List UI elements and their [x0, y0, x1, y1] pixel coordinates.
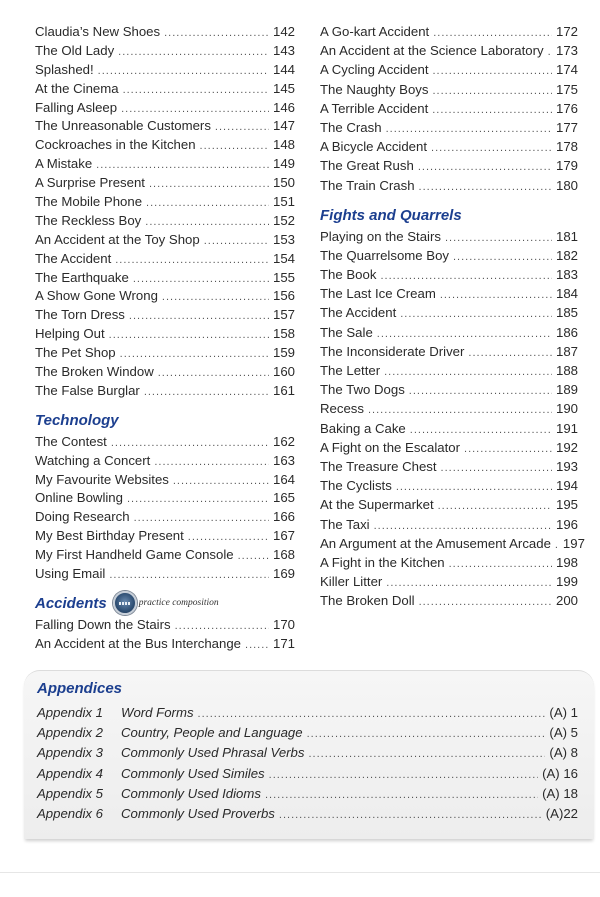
toc-entry: [35, 305, 295, 324]
toc-entry-page: 200: [555, 593, 578, 609]
toc-entry: [35, 343, 295, 362]
left-entries-general: [35, 22, 295, 400]
toc-entry-title: My Favourite Websites: [35, 471, 169, 487]
toc-entry-page: 172: [555, 24, 578, 39]
toc-entry: [35, 192, 295, 211]
toc-entry-title: Killer Litter: [320, 574, 383, 590]
toc-entry: [320, 438, 578, 457]
toc-entry-title: An Accident at the Toy Shop: [35, 231, 200, 247]
dot-leader: [433, 62, 552, 81]
appendix-list: [37, 703, 578, 824]
toc-entry-page: 191: [555, 420, 578, 436]
toc-entry: [35, 634, 295, 653]
toc-entry: [35, 116, 295, 135]
section-heading-fights: Fights and Quarrels: [320, 206, 462, 224]
toc-entry-title: Falling Asleep: [35, 99, 118, 115]
dot-leader: [453, 248, 552, 267]
toc-entry-title: My Best Birthday Present: [35, 528, 184, 544]
toc-entry: [320, 476, 578, 495]
dot-leader: [269, 765, 538, 785]
toc-entry-page: 159: [272, 345, 295, 361]
toc-entry-title: The Torn Dress: [35, 307, 125, 323]
toc-entry: [35, 324, 295, 343]
appendices-panel: [24, 670, 594, 839]
toc-entry-page: 199: [555, 574, 578, 590]
toc-entry: [35, 98, 295, 117]
appendix-number: Appendix 3: [37, 745, 103, 761]
section-heading-technology: Technology: [35, 411, 119, 429]
right-entries-accidents: [320, 22, 578, 195]
toc-entry-page: 154: [272, 250, 295, 266]
dot-leader: [468, 344, 552, 363]
toc-entry-page: 150: [272, 175, 295, 191]
toc-entry-page: 146: [272, 99, 295, 115]
left-entries-technology: [35, 432, 295, 583]
toc-entry: [320, 156, 578, 175]
toc-entry-page: 168: [272, 547, 295, 563]
toc-entry-page: 147: [272, 118, 295, 134]
toc-entry-title: The Quarrelsome Boy: [320, 247, 449, 263]
section-heading-accidents: [35, 591, 295, 615]
dot-leader: [115, 251, 269, 270]
toc-entry-page: 189: [555, 382, 578, 398]
toc-entry-title: Online Bowling: [35, 490, 123, 506]
toc-entry-title: The Broken Window: [35, 364, 154, 380]
dot-leader: [386, 120, 552, 139]
toc-entry-title: The Naughty Boys: [320, 81, 429, 97]
toc-entry-title: Claudia’s New Shoes: [35, 24, 161, 39]
toc-entry: [320, 419, 578, 438]
toc-entry: [35, 60, 295, 79]
toc-entry: [35, 286, 295, 305]
toc-entry-page: 167: [272, 528, 295, 544]
dot-leader: [109, 326, 269, 345]
section-heading-appendices: Appendices: [37, 680, 123, 697]
appendix-title: Commonly Used Idioms: [121, 785, 261, 801]
dot-leader: [419, 178, 552, 197]
toc-entry-page: 169: [272, 566, 295, 582]
dot-leader: [433, 82, 552, 101]
appendix-number: Appendix 1: [37, 705, 103, 720]
dot-leader: [384, 363, 552, 382]
dot-leader: [431, 139, 552, 158]
toc-entry-page: 182: [555, 247, 578, 263]
toc-entry: [35, 488, 295, 507]
dot-leader: [279, 805, 542, 825]
appendix-title: Commonly Used Similes: [121, 765, 265, 781]
toc-entry-page: 156: [272, 288, 295, 304]
dot-leader: [245, 636, 269, 655]
dot-leader: [127, 490, 269, 509]
dot-leader: [215, 118, 269, 137]
toc-entry-page: 157: [272, 307, 295, 323]
toc-entry-page: 171: [272, 635, 295, 651]
toc-entry-title: Helping Out: [35, 326, 105, 342]
toc-entry-page: 185: [555, 305, 578, 321]
dot-leader: [164, 24, 269, 43]
dot-leader: [146, 194, 269, 213]
toc-entry: [320, 137, 578, 156]
appendix-title: Word Forms: [121, 705, 194, 720]
toc-entry: [320, 399, 578, 418]
appendix-entry: [37, 743, 578, 763]
toc-entry-page: 163: [272, 452, 295, 468]
toc-entry: [35, 381, 295, 400]
toc-entry-title: The Crash: [320, 119, 382, 135]
toc-entry-title: The Train Crash: [320, 177, 415, 193]
dot-leader: [449, 555, 552, 574]
toc-entry-page: 158: [272, 326, 295, 342]
dot-leader: [123, 81, 269, 100]
right-column: [320, 22, 585, 610]
dot-leader: [154, 453, 269, 472]
toc-entry-page: 181: [555, 228, 578, 244]
toc-entry-title: The Contest: [35, 433, 107, 449]
dot-leader: [374, 517, 552, 536]
toc-entry-page: 180: [555, 177, 578, 193]
toc-entry-title: The Treasure Chest: [320, 458, 437, 474]
dot-leader: [445, 229, 552, 248]
toc-entry-title: The Sale: [320, 324, 373, 340]
toc-entry-title: A Cycling Accident: [320, 62, 429, 78]
toc-entry-page: 142: [272, 24, 295, 39]
dot-leader: [368, 401, 552, 420]
toc-entry: [35, 545, 295, 564]
appendix-entry: [37, 723, 578, 743]
toc-entry: [320, 515, 578, 534]
dot-leader: [438, 497, 552, 516]
toc-entry-title: At the Cinema: [35, 80, 119, 96]
dot-leader: [198, 704, 546, 724]
toc-entry-page: 196: [555, 516, 578, 532]
appendix-page: (A) 16: [542, 765, 578, 781]
appendix-number: Appendix 6: [37, 805, 103, 821]
toc-entry: [320, 457, 578, 476]
toc-entry: [320, 534, 585, 553]
appendix-title: Commonly Used Proverbs: [121, 805, 275, 821]
dot-leader: [200, 137, 269, 156]
toc-entry-page: 183: [555, 267, 578, 283]
page-bottom-rule: [0, 872, 600, 873]
toc-entry-page: 145: [272, 80, 295, 96]
toc-entry: [35, 507, 295, 526]
toc-entry-page: 188: [555, 363, 578, 378]
dot-leader: [396, 478, 552, 497]
toc-entry-title: A Terrible Accident: [320, 100, 429, 116]
toc-entry-title: At the Supermarket: [320, 497, 434, 513]
toc-entry: [35, 41, 295, 60]
dot-leader: [386, 574, 552, 593]
toc-entry-title: The Mobile Phone: [35, 194, 143, 210]
toc-entry-page: 170: [272, 616, 295, 632]
toc-entry-page: 164: [272, 471, 295, 487]
toc-entry-page: 160: [272, 364, 295, 380]
toc-entry-title: The Letter: [320, 363, 381, 378]
toc-entry-title: A Show Gone Wrong: [35, 288, 158, 304]
toc-entry-title: The Accident: [35, 250, 112, 266]
toc-entry-page: 144: [272, 61, 295, 77]
dot-leader: [400, 305, 552, 324]
toc-entry-title: The Last Ice Cream: [320, 286, 436, 302]
toc-entry: [320, 361, 578, 380]
dot-leader: [238, 547, 269, 566]
toc-entry-page: 177: [555, 119, 578, 135]
left-entries-accidents: [35, 615, 295, 653]
toc-entry-page: 197: [562, 535, 585, 551]
toc-entry: [320, 41, 578, 60]
toc-entry-title: The Book: [320, 267, 377, 283]
dot-leader: [418, 158, 552, 177]
appendix-page: (A) 18: [542, 785, 578, 801]
toc-entry-title: Cockroaches in the Kitchen: [35, 137, 196, 153]
toc-entry-page: 166: [272, 509, 295, 525]
toc-entry: [320, 380, 578, 399]
toc-entry: [35, 451, 295, 470]
accidents-heading-text: Accidents: [35, 594, 107, 612]
toc-entry-title: An Accident at the Science Laboratory: [320, 43, 544, 59]
toc-entry-page: 186: [555, 324, 578, 340]
practice-composition-badge-icon: [113, 591, 137, 615]
toc-entry-title: Using Email: [35, 566, 106, 582]
toc-entry: [320, 80, 578, 99]
toc-entry-title: A Mistake: [35, 156, 93, 172]
toc-entry: [320, 60, 578, 79]
toc-entry-title: A Go-kart Accident: [320, 24, 430, 39]
dot-leader: [308, 744, 545, 764]
toc-entry-title: Playing on the Stairs: [320, 228, 441, 244]
dot-leader: [129, 307, 269, 326]
toc-entry: [35, 249, 295, 268]
dot-leader: [441, 459, 552, 478]
left-column: [35, 22, 295, 653]
toc-entry: [320, 99, 578, 118]
dot-leader: [433, 24, 552, 43]
toc-entry-title: The Earthquake: [35, 269, 129, 285]
toc-entry: [320, 246, 578, 265]
dot-leader: [380, 267, 552, 286]
toc-entry: [35, 432, 295, 451]
practice-composition-label: practice composition: [138, 597, 219, 608]
dot-leader: [109, 566, 269, 585]
toc-entry-title: The Cyclists: [320, 478, 392, 494]
toc-entry-title: The Reckless Boy: [35, 212, 142, 228]
dot-leader: [548, 43, 552, 62]
toc-entry-title: Splashed!: [35, 61, 94, 77]
toc-entry-page: 149: [272, 156, 295, 172]
toc-entry: [35, 564, 295, 583]
toc-entry-title: The Taxi: [320, 516, 370, 532]
toc-entry: [35, 211, 295, 230]
toc-entry: [35, 470, 295, 489]
toc-entry-page: 151: [272, 194, 295, 210]
appendix-page: (A) 1: [549, 705, 578, 720]
toc-entry: [320, 553, 578, 572]
toc-entry: [320, 118, 578, 137]
dot-leader: [440, 286, 552, 305]
toc-entry-page: 176: [555, 100, 578, 116]
toc-entry: [35, 135, 295, 154]
toc-entry: [320, 284, 578, 303]
toc-entry-title: An Argument at the Amusement Arcade: [320, 535, 551, 551]
toc-entry: [35, 615, 295, 634]
dot-leader: [419, 593, 552, 612]
toc-entry-title: The Pet Shop: [35, 345, 116, 361]
appendix-page: (A)22: [545, 805, 578, 821]
dot-leader: [118, 43, 269, 62]
dot-leader: [432, 101, 552, 120]
toc-entry-title: Watching a Concert: [35, 452, 151, 468]
dot-leader: [144, 383, 269, 402]
toc-entry-page: 190: [555, 401, 578, 417]
toc-entry-page: 192: [555, 439, 578, 455]
dot-leader: [409, 382, 552, 401]
toc-entry-page: 173: [555, 43, 578, 59]
toc-entry-title: A Surprise Present: [35, 175, 145, 191]
appendix-number: Appendix 5: [37, 785, 103, 801]
dot-leader: [173, 472, 269, 491]
toc-entry: [35, 526, 295, 545]
toc-entry-title: Baking a Cake: [320, 420, 406, 436]
appendix-page: (A) 5: [549, 725, 578, 741]
toc-entry-title: Doing Research: [35, 509, 130, 525]
dot-leader: [149, 175, 269, 194]
toc-entry: [35, 22, 295, 41]
dot-leader: [377, 325, 552, 344]
appendix-number: Appendix 4: [37, 765, 103, 781]
toc-entry-title: A Fight in the Kitchen: [320, 554, 445, 570]
toc-entry-page: 179: [555, 158, 578, 174]
appendix-title: Country, People and Language: [121, 725, 303, 741]
appendix-title: Commonly Used Phrasal Verbs: [121, 745, 305, 761]
right-entries-fights: [320, 227, 585, 611]
toc-entry: [320, 303, 578, 322]
dot-leader: [464, 440, 552, 459]
toc-entry-title: The Accident: [320, 305, 397, 321]
toc-entry: [35, 154, 295, 173]
dot-leader: [204, 232, 269, 251]
toc-entry-page: 193: [555, 458, 578, 474]
toc-entry: [320, 572, 578, 591]
toc-entry: [320, 323, 578, 342]
toc-entry-page: 187: [555, 343, 578, 359]
toc-entry-page: 175: [555, 81, 578, 97]
dot-leader: [265, 785, 538, 805]
appendix-entry: [37, 784, 578, 804]
toc-entry-title: The Old Lady: [35, 42, 115, 58]
toc-entry-page: 194: [555, 478, 578, 494]
toc-entry: [35, 230, 295, 249]
toc-entry: [320, 591, 578, 610]
dot-leader: [307, 724, 546, 744]
toc-entry: [320, 342, 578, 361]
appendix-entry: [37, 703, 578, 723]
toc-entry-title: The Unreasonable Customers: [35, 118, 211, 134]
toc-entry: [320, 227, 578, 246]
toc-entry: [35, 79, 295, 98]
toc-entry: [320, 265, 578, 284]
toc-entry-title: The Inconsiderate Driver: [320, 343, 465, 359]
toc-entry-title: An Accident at the Bus Interchange: [35, 635, 242, 651]
toc-entry-page: 174: [555, 62, 578, 78]
toc-entry-page: 143: [272, 42, 295, 58]
toc-entry-page: 162: [272, 433, 295, 449]
dot-leader: [162, 288, 269, 307]
toc-entry-title: The Broken Doll: [320, 593, 415, 609]
toc-entry-page: 152: [272, 212, 295, 228]
toc-entry: [35, 173, 295, 192]
toc-entry-page: 198: [555, 554, 578, 570]
toc-entry-title: The False Burglar: [35, 382, 140, 398]
toc-entry-title: Falling Down the Stairs: [35, 616, 171, 632]
appendix-entry: [37, 764, 578, 784]
dot-leader: [158, 364, 269, 383]
toc-entry-page: 161: [272, 382, 295, 398]
appendix-entry: [37, 804, 578, 824]
toc-entry: [320, 495, 578, 514]
toc-entry-title: The Two Dogs: [320, 382, 405, 398]
toc-entry-title: The Great Rush: [320, 158, 414, 174]
toc-entry-page: 153: [272, 231, 295, 247]
dot-leader: [410, 421, 552, 440]
toc-entry-title: My First Handheld Game Console: [35, 547, 234, 563]
toc-entry-title: Recess: [320, 401, 364, 417]
toc-entry: [35, 268, 295, 287]
toc-entry-page: 178: [555, 139, 578, 155]
dot-leader: [555, 536, 559, 555]
toc-entry: [35, 362, 295, 381]
toc-entry: [320, 176, 578, 195]
toc-entry-page: 165: [272, 490, 295, 506]
toc-entry-page: 148: [272, 137, 295, 153]
toc-entry-page: 184: [555, 286, 578, 302]
toc-entry-page: 155: [272, 269, 295, 285]
toc-entry-title: A Bicycle Accident: [320, 139, 428, 155]
appendix-page: (A) 8: [549, 745, 578, 761]
toc-entry: [320, 22, 578, 41]
toc-entry-page: 195: [555, 497, 578, 513]
appendix-number: Appendix 2: [37, 725, 103, 741]
toc-entry-title: A Fight on the Escalator: [320, 439, 461, 455]
dot-leader: [98, 62, 269, 81]
practice-badge: [113, 591, 219, 615]
